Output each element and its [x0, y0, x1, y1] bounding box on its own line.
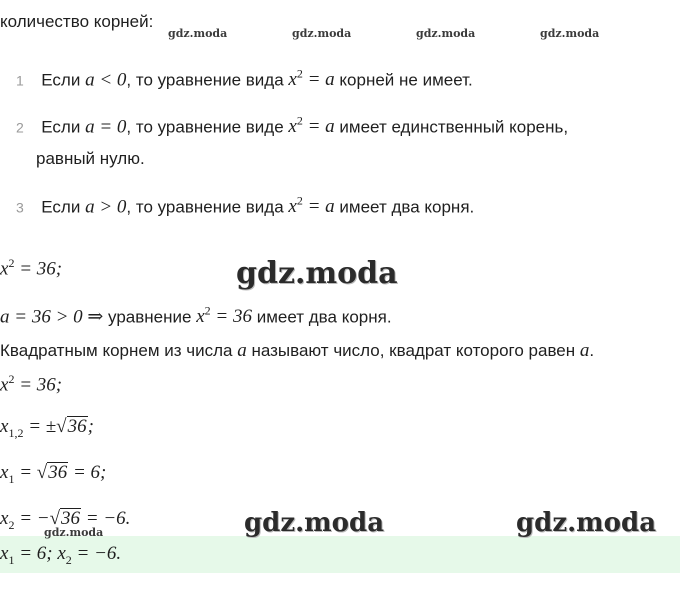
intro-text: количество корней:	[0, 12, 154, 31]
radicand: 36	[61, 508, 81, 529]
math-condition: a < 0	[85, 69, 127, 91]
equation-line: $x^2 = 36$;	[0, 256, 63, 280]
equation-text: имеет два корня.	[256, 307, 392, 327]
watermark: gdz.moda	[540, 27, 600, 40]
list-number: 1	[16, 72, 24, 89]
list-item	[16, 114, 568, 138]
math-condition: a = 36 > 0 ⇒	[0, 306, 104, 328]
math-equation: $x^2 = 36$	[196, 304, 252, 328]
math-equation: $x^2 = a$	[288, 67, 335, 91]
equation-line: $x_{1,2} = \pm√36$;	[0, 416, 94, 440]
list-item	[16, 67, 473, 91]
answer-line: $x_1 = 6$; $x_2 = -6$.	[0, 543, 122, 567]
list-text: , то уравнение вида	[126, 197, 284, 217]
list-text: Если	[41, 70, 81, 90]
list-number: 2	[16, 119, 24, 136]
radicand: 36	[48, 462, 68, 483]
list-text: , то уравнение виде	[126, 117, 284, 137]
list-text: Если	[41, 117, 81, 137]
watermark: gdz.moda	[516, 508, 657, 538]
math-condition: a = 0	[85, 116, 127, 138]
list-item	[16, 194, 474, 218]
equation-line: $x_2 = -√36 = -6$.	[0, 508, 131, 532]
list-text-continuation: равный нулю.	[36, 149, 145, 168]
watermark: gdz.moda	[416, 27, 476, 40]
list-number: 3	[16, 199, 24, 216]
math-equation: $x^2 = a$	[288, 114, 335, 138]
watermark: gdz.moda	[236, 256, 398, 291]
list-text: имеет единственный корень,	[339, 117, 569, 137]
equation-line: $x_1 = √36 = 6$;	[0, 462, 107, 486]
watermark: gdz.moda	[244, 508, 385, 538]
math-condition: a > 0	[85, 196, 127, 218]
watermark: gdz.moda	[292, 27, 352, 40]
equation-text: уравнение	[108, 307, 192, 327]
list-text: , то уравнение вида	[126, 70, 284, 90]
equation-line: $x^2 = 36$;	[0, 372, 63, 396]
list-text: Если	[41, 197, 81, 217]
list-text: корней не имеет.	[339, 70, 473, 90]
list-text: имеет два корня.	[339, 197, 475, 217]
equation-line	[0, 304, 392, 328]
definition-text: Квадратным корнем из числа a называют число, квадрат которого равен a.	[0, 340, 595, 361]
radicand: 36	[67, 416, 87, 437]
watermark: gdz.moda	[44, 526, 104, 539]
watermark: gdz.moda	[168, 27, 228, 40]
math-equation: $x^2 = a$	[288, 194, 335, 218]
